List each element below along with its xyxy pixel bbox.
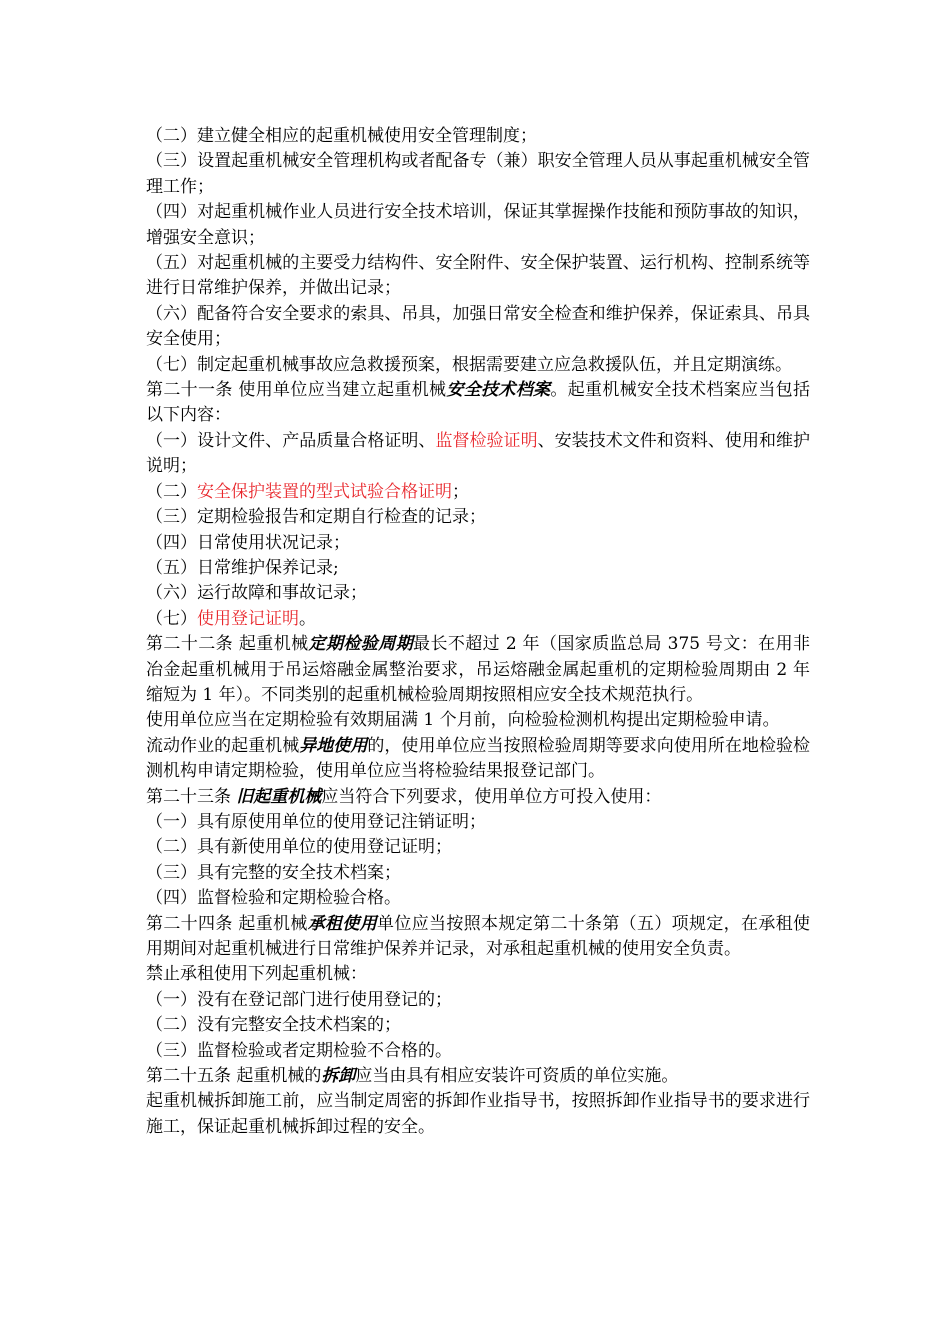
highlighted-term: 安全保护装置的型式试验合格证明	[197, 481, 452, 502]
text-run: 第二十五条 起重机械的	[146, 1066, 322, 1087]
paragraph	[146, 912, 810, 963]
paragraph	[146, 1064, 810, 1089]
emphasized-term: 旧起重机械	[236, 786, 322, 807]
paragraph	[146, 378, 810, 429]
paragraph	[146, 429, 810, 480]
paragraph	[146, 556, 810, 581]
paragraph	[146, 810, 810, 835]
paragraph	[146, 200, 810, 251]
text-run: 应当符合下列要求，使用单位方可投入使用：	[321, 786, 662, 807]
paragraph	[146, 708, 810, 733]
paragraph	[146, 988, 810, 1013]
paragraph	[146, 302, 810, 353]
emphasized-term: 承租使用	[307, 913, 378, 934]
text-run: 最长不超过 2 年（国家质监总局 375 号文：在用非冶金起重机械用于吊运熔融金属整治要求，吊运熔融金属起重机的定期检验周期由 2 年缩短为 1 年）。不同类别的起重机械检验周期按照相应安全技术规范执行。	[146, 634, 811, 705]
paragraph	[146, 962, 810, 987]
paragraph	[146, 886, 810, 911]
text-run: （三）定期检验报告和定期自行检查的记录；	[146, 507, 486, 528]
paragraph	[146, 124, 810, 149]
text-run: （一）设计文件、产品质量合格证明、	[146, 430, 436, 451]
text-run: 单位应当按照本规定第二十条第（五）项规定，在承租使用期间对起重机械进行日常维护保养并记录，对承租起重机械的使用安全负责。	[146, 913, 810, 959]
paragraph	[146, 1039, 810, 1064]
text-run: （三）设置起重机械安全管理机构或者配备专（兼）职安全管理人员从事起重机械安全管理工作；	[146, 151, 810, 197]
emphasized-term: 拆卸	[321, 1066, 356, 1087]
text-run: （四）对起重机械作业人员进行安全技术培训，保证其掌握操作技能和预防事故的知识，增强安全意识；	[146, 202, 810, 248]
text-run: 第二十三条	[146, 786, 237, 807]
emphasized-term: 安全技术档案	[446, 380, 551, 401]
text-run: （一）没有在登记部门进行使用登记的；	[146, 989, 452, 1010]
text-run: （二）	[146, 481, 197, 502]
text-run: （一）具有原使用单位的使用登记注销证明；	[146, 811, 486, 832]
text-run: 第二十四条 起重机械	[146, 913, 308, 934]
text-run: （五）日常维护保养记录;	[146, 557, 339, 578]
text-run: 的，使用单位应当按照检验周期等要求向使用所在地检验检测机构申请定期检验，使用单位应当将检验结果报登记部门。	[146, 735, 811, 782]
paragraph	[146, 632, 810, 708]
text-run: 第二十一条 使用单位应当建立起重机械	[146, 380, 447, 401]
paragraph	[146, 785, 810, 810]
text-run: （七）	[146, 608, 197, 629]
paragraph	[146, 1013, 810, 1038]
text-run: （二）建立健全相应的起重机械使用安全管理制度；	[146, 126, 537, 146]
text-run: 起重机械拆卸施工前，应当制定周密的拆卸作业指导书，按照拆卸作业指导书的要求进行施工，保证起重机械拆卸过程的安全。	[146, 1091, 810, 1137]
text-run: （七）制定起重机械事故应急救援预案，根据需要建立应急救援队伍，并且定期演练。	[146, 354, 792, 375]
text-run: （二）没有完整安全技术档案的；	[146, 1015, 401, 1036]
text-run: 应当由具有相应安装许可资质的单位实施。	[355, 1066, 679, 1087]
text-run: （三）监督检验或者定期检验不合格的。	[146, 1040, 452, 1061]
paragraph	[146, 505, 810, 530]
text-run: 禁止承租使用下列起重机械：	[146, 964, 367, 985]
paragraph	[146, 607, 810, 632]
emphasized-term: 定期检验周期	[308, 634, 414, 655]
text-run: 。	[299, 608, 316, 629]
paragraph	[146, 149, 810, 200]
text-run: 第二十二条 起重机械	[146, 634, 309, 655]
text-run: （四）日常使用状况记录；	[146, 532, 350, 553]
paragraph	[146, 861, 810, 886]
text-run: （五）对起重机械的主要受力结构件、安全附件、安全保护装置、运行机构、控制系统等进行日常维护保养，并做出记录；	[146, 253, 810, 299]
text-run: （二）具有新使用单位的使用登记证明；	[146, 837, 452, 858]
text-run: 使用单位应当在定期检验有效期届满 1 个月前，向检验检测机构提出定期检验申请。	[146, 710, 780, 731]
paragraph	[146, 531, 810, 556]
text-run: （三）具有完整的安全技术档案；	[146, 862, 401, 883]
paragraph	[146, 480, 810, 505]
paragraph	[146, 581, 810, 606]
highlighted-term: 监督检验证明	[435, 430, 538, 451]
paragraph	[146, 353, 810, 378]
text-run: 。起重机械安全技术档案应当包括以下内容：	[146, 380, 811, 426]
paragraph	[146, 835, 810, 860]
text-run: （六）配备符合安全要求的索具、吊具，加强日常安全检查和维护保养，保证索具、吊具安全使用；	[146, 303, 810, 350]
paragraph	[146, 251, 810, 302]
text-run: 、安装技术文件和资料、使用和维护说明；	[146, 430, 811, 477]
paragraph	[146, 734, 810, 785]
document-body	[146, 124, 810, 1140]
highlighted-term: 使用登记证明	[197, 608, 299, 629]
emphasized-term: 异地使用	[299, 735, 368, 756]
text-run: ；	[452, 481, 469, 502]
text-run: （四）监督检验和定期检验合格。	[146, 888, 401, 909]
paragraph	[146, 1089, 810, 1140]
text-run: （六）运行故障和事故记录；	[146, 583, 367, 604]
text-run: 流动作业的起重机械	[146, 735, 300, 756]
